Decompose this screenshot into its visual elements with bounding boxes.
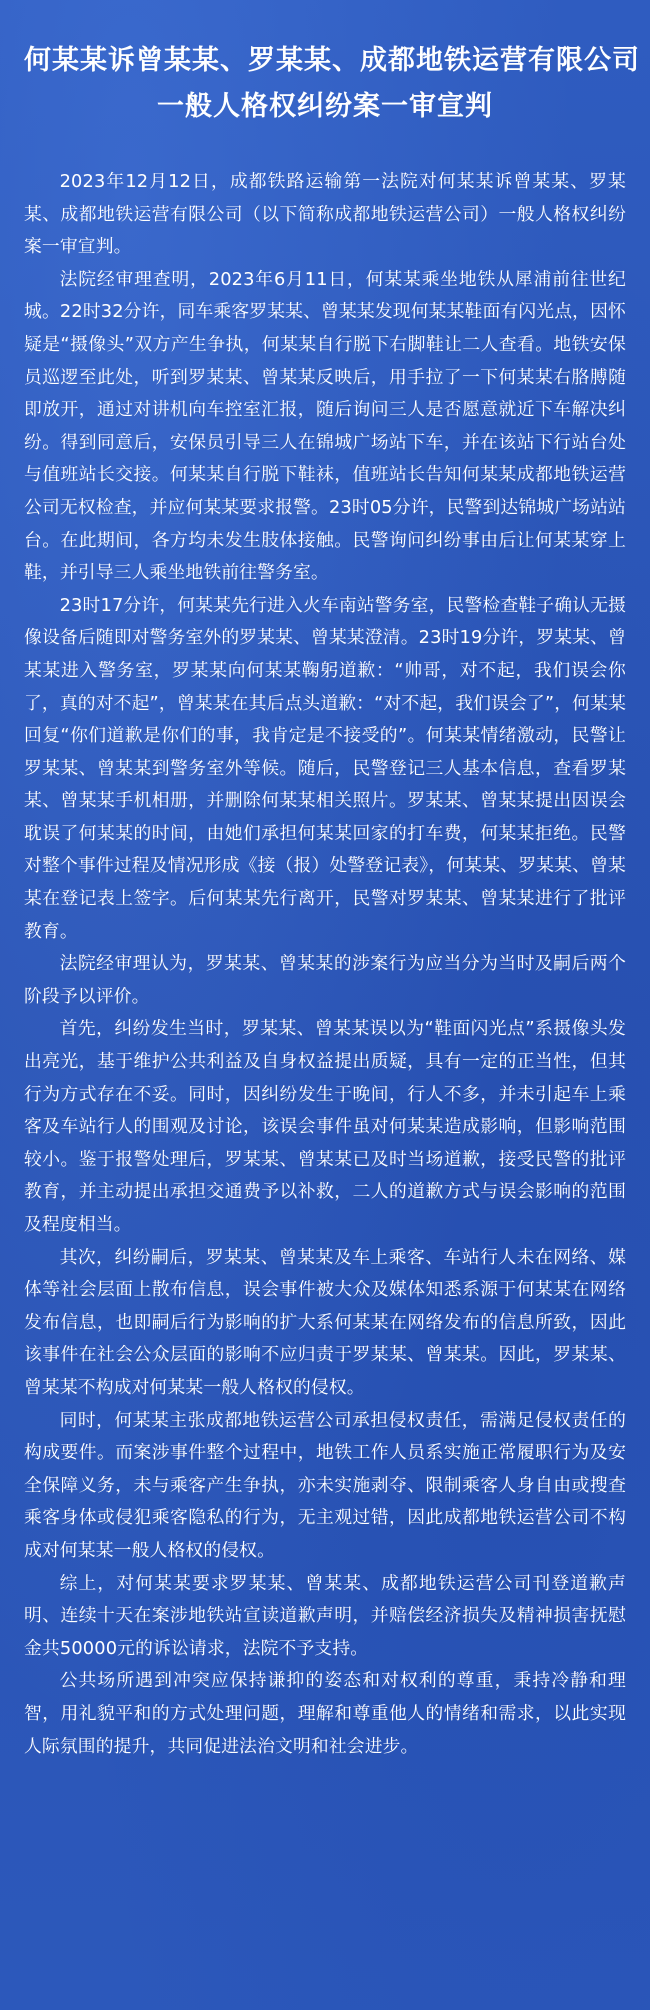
- paragraph-facts-part-2: 23时17分许，何某某先行进入火车南站警务室，民警检查鞋子确认无摄像设备后随即对警务室外的罗某某、曾某某澄清。23时19分许，罗某某、曾某某进入警务室，罗某某向何某某鞠躬道歉：“帅哥，对不起，我们误会你了，真的对不起”，曾某某在其后点头道歉：“对不起，我们误会了”，何某某回复“你们道歉是你们的事，我肯定是不接受的”。何某某情绪激动，民警让罗某某、曾某某到警务室外等候。随后，民警登记三人基本信息，查看罗某某、曾某某手机相册，并删除何某某相关照片。罗某某、曾某某提出因误会耽误了何某某的时间，由她们承担何某某回家的打车费，何某某拒绝。民警对整个事件过程及情况形成《接（报）处警登记表》，何某某、罗某某、曾某某在登记表上签字。后何某某先行离开，民警对罗某某、曾某某进行了批评教育。: [24, 594, 626, 942]
- paragraph-court-view: 法院经审理认为，罗某某、曾某某的涉案行为应当分为当时及嗣后两个阶段予以评价。: [24, 953, 626, 1007]
- paragraph-first-stage: 首先，纠纷发生当时，罗某某、曾某某误以为“鞋面闪光点”系摄像头发出亮光，基于维护公共利益及自身权益提出质疑，具有一定的正当性，但其行为方式存在不妥。同时，因纠纷发生于晚间，行人不多，并未引起车上乘客及车站行人的围观及讨论，该误会事件虽对何某某造成影响，但影响范围较小。鉴于报警处理后，罗某某、曾某某已及时当场道歉，接受民警的批评教育，并主动提出承担交通费予以补救，二人的道歉方式与误会影响的范围及程度相当。: [24, 1018, 626, 1235]
- article-title-line-1: 何某某诉曾某某、罗某某、成都地铁运营有限公司: [24, 45, 640, 76]
- paragraph-closing-remark: 公共场所遇到冲突应保持谦抑的姿态和对权利的尊重，秉持冷静和理智，用礼貌平和的方式处理问题，理解和尊重他人的情绪和需求，以此实现人际氛围的提升，共同促进法治文明和社会进步。: [24, 1670, 626, 1757]
- article-body: [24, 166, 626, 1763]
- article-title: [24, 38, 640, 130]
- paragraph-judgment: 综上，对何某某要求罗某某、曾某某、成都地铁运营公司刊登道歉声明、连续十天在案涉地铁站宣读道歉声明，并赔偿经济损失及精神损害抚慰金共50000元的诉讼请求，法院不予支持。: [24, 1572, 626, 1659]
- paragraph-second-stage: 其次，纠纷嗣后，罗某某、曾某某及车上乘客、车站行人未在网络、媒体等社会层面上散布信息，误会事件被大众及媒体知悉系源于何某某在网络发布信息，也即嗣后行为影响的扩大系何某某在网络发布的信息所致，因此该事件在社会公众层面的影响不应归责于罗某某、曾某某。因此，罗某某、曾某某不构成对何某某一般人格权的侵权。: [24, 1246, 626, 1398]
- article-title-line-2: 一般人格权纠纷案一审宣判: [157, 91, 493, 122]
- paragraph-facts-part-1: 法院经审理查明，2023年6月11日，何某某乘坐地铁从犀浦前往世纪城。22时32分许，同车乘客罗某某、曾某某发现何某某鞋面有闪光点，因怀疑是“摄像头”双方产生争执，何某某自行脱下右脚鞋让二人查看。地铁安保员巡逻至此处，听到罗某某、曾某某反映后，用手拉了一下何某某右胳膊随即放开，通过对讲机向车控室汇报，随后询问三人是否愿意就近下车解决纠纷。得到同意后，安保员引导三人在锦城广场站下车，并在该站下行站台处与值班站长交接。何某某自行脱下鞋袜，值班站长告知何某某成都地铁运营公司无权检查，并应何某某要求报警。23时05分许，民警到达锦城广场站站台。在此期间，各方均未发生肢体接触。民警询问纠纷事由后让何某某穿上鞋，并引导三人乘坐地铁前往警务室。: [24, 268, 626, 584]
- paragraph-metro-liability: 同时，何某某主张成都地铁运营公司承担侵权责任，需满足侵权责任的构成要件。而案涉事件整个过程中，地铁工作人员系实施正常履职行为及安全保障义务，未与乘客产生争执，亦未实施剥夺、限制乘客人身自由或搜查乘客身体或侵犯乘客隐私的行为，无主观过错，因此成都地铁运营公司不构成对何某某一般人格权的侵权。: [24, 1409, 626, 1561]
- paragraph-announcement: 2023年12月12日，成都铁路运输第一法院对何某某诉曾某某、罗某某、成都地铁运营有限公司（以下简称成都地铁运营公司）一般人格权纠纷案一审宣判。: [24, 171, 626, 258]
